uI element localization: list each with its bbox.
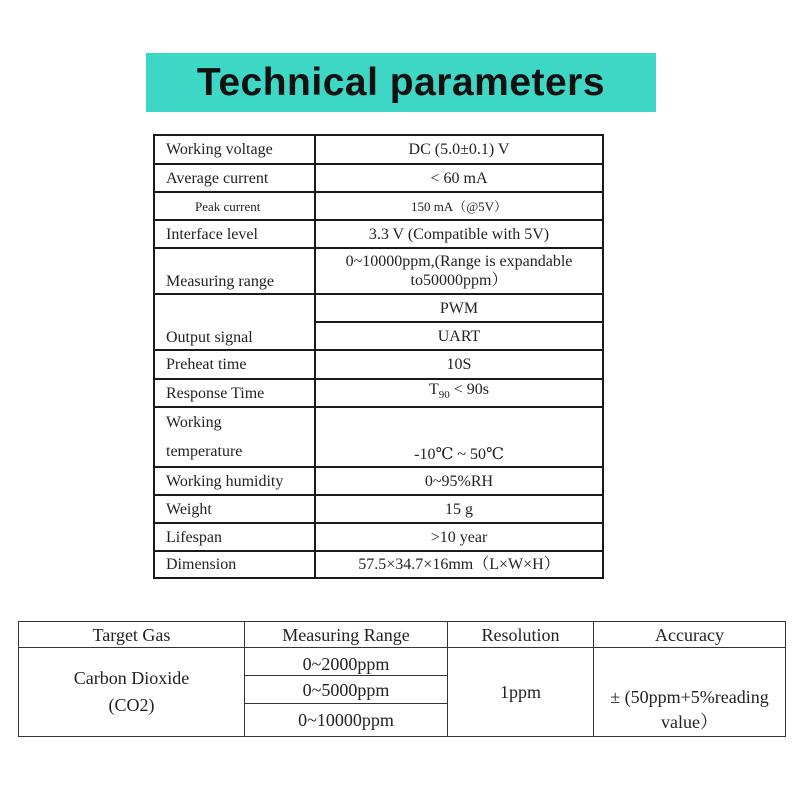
spec-key: Preheat time [154, 350, 315, 379]
spec-value: 3.3 V (Compatible with 5V) [315, 220, 603, 248]
target-gas-cell [19, 648, 245, 737]
table-row [154, 135, 603, 164]
accuracy-line: ± (50ppm+5%reading [610, 687, 769, 707]
response-time-subscript: 90 [438, 389, 450, 402]
table-row [154, 467, 603, 495]
spec-value [315, 379, 603, 407]
spec-key: Lifespan [154, 523, 315, 551]
range-cell: 0~10000ppm [245, 704, 448, 737]
spec-key: Working humidity [154, 467, 315, 495]
response-time-prefix: T [428, 381, 439, 399]
gas-table [18, 621, 786, 737]
spec-key: Working voltage [154, 135, 315, 164]
accuracy-cell [594, 648, 786, 737]
table-row [154, 495, 603, 523]
spec-value: -10℃ ~ 50℃ [315, 407, 603, 467]
title-banner [146, 53, 656, 112]
header-measuring-range: Measuring Range [245, 622, 448, 648]
table-row [154, 551, 603, 578]
spec-table [153, 134, 604, 579]
response-time-suffix: < 90s [449, 381, 490, 399]
table-header-row [19, 622, 786, 648]
table-row [154, 192, 603, 220]
spec-key [154, 407, 315, 467]
spec-value-line: to50000ppm） [410, 272, 508, 289]
table-row [154, 248, 603, 294]
resolution-cell: 1ppm [448, 648, 594, 737]
table-row [154, 350, 603, 379]
page-title: Technical parameters [196, 60, 606, 104]
spec-value: < 60 mA [315, 164, 603, 192]
table-row [154, 220, 603, 248]
target-gas-name: Carbon Dioxide [73, 668, 190, 688]
table-row [19, 648, 786, 676]
table-row [154, 164, 603, 192]
header-target-gas: Target Gas [19, 622, 245, 648]
table-row [154, 294, 603, 322]
spec-key-line: Working [166, 414, 222, 431]
spec-key: Weight [154, 495, 315, 523]
spec-key: Average current [154, 164, 315, 192]
range-cell: 0~2000ppm [245, 648, 448, 676]
spec-key: Interface level [154, 220, 315, 248]
accuracy-line: value） [661, 712, 718, 732]
spec-value: 150 mA（@5V） [315, 192, 603, 220]
range-cell: 0~5000ppm [245, 676, 448, 704]
target-gas-formula: (CO2) [108, 695, 155, 715]
spec-key: Dimension [154, 551, 315, 578]
spec-key: Measuring range [154, 248, 315, 294]
spec-key-line: temperature [166, 443, 243, 460]
table-row [154, 407, 603, 467]
spec-value: >10 year [315, 523, 603, 551]
spec-value: 0~95%RH [315, 467, 603, 495]
table-row [154, 523, 603, 551]
spec-key: Output signal [154, 294, 315, 350]
spec-value: UART [315, 322, 603, 350]
spec-value-line: 0~10000ppm,(Range is expandable [345, 253, 573, 270]
spec-value: 57.5×34.7×16mm（L×W×H） [315, 551, 603, 578]
spec-value: DC (5.0±0.1) V [315, 135, 603, 164]
spec-value: 10S [315, 350, 603, 379]
spec-key: Response Time [154, 379, 315, 407]
header-resolution: Resolution [448, 622, 594, 648]
spec-key: Peak current [154, 192, 315, 220]
spec-value: 15 g [315, 495, 603, 523]
spec-value [315, 248, 603, 294]
table-row [154, 379, 603, 407]
header-accuracy: Accuracy [594, 622, 786, 648]
spec-value: PWM [315, 294, 603, 322]
